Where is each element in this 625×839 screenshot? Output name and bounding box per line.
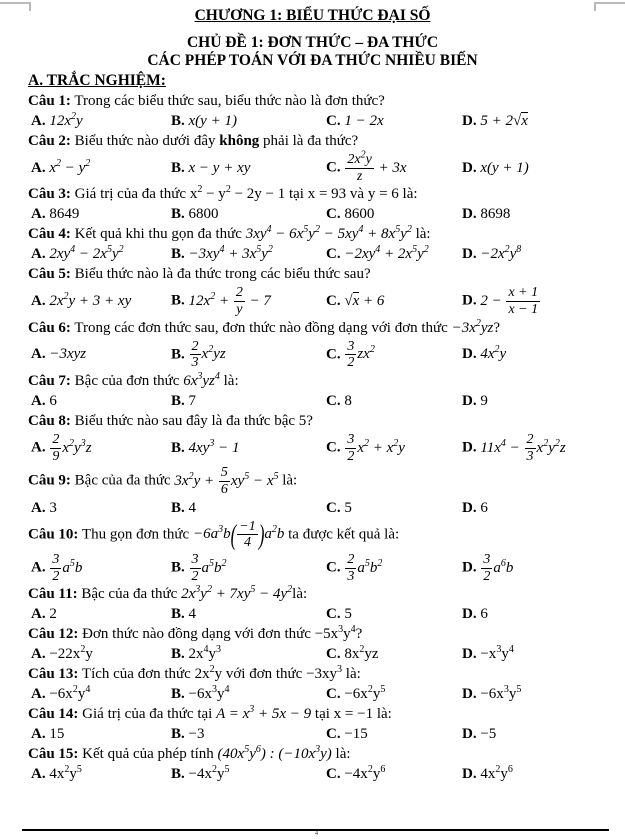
answer-option — [326, 205, 462, 224]
answer-options-row — [28, 432, 625, 464]
option-value: −3 — [188, 726, 205, 743]
chapter-title: CHƯƠNG 1: BIỂU THỨC ĐẠI SỐ — [194, 7, 431, 24]
option-label: A. — [31, 246, 46, 263]
option-value: 5 — [344, 606, 352, 623]
option-value: −5 — [480, 726, 497, 743]
option-label: A. — [31, 159, 46, 176]
option-label: B. — [171, 606, 185, 623]
option-value: $11x^4$ − $\frac{2}{3}$ $x^2y^2z$ — [480, 432, 566, 464]
question-block — [0, 625, 625, 664]
option-label: A. — [31, 766, 46, 783]
option-label: D. — [462, 292, 477, 309]
option-label: D. — [462, 726, 477, 743]
option-label: D. — [462, 159, 477, 176]
answer-option — [326, 645, 462, 664]
option-value: $-2x^2y^8$ — [480, 244, 522, 263]
question-text: Kết quả khi thu gọn đa thức $3xy^4 - 6x^5y^2 - 5xy^4 + 8x^5y^2$ là: — [70, 224, 431, 243]
answer-options-row — [28, 245, 625, 264]
option-label: C. — [326, 293, 341, 310]
option-value: 7 — [188, 393, 197, 410]
option-label: A. — [31, 113, 46, 129]
question-label: Câu 7: — [28, 373, 71, 390]
option-value: 4 — [188, 606, 197, 623]
option-value: √x + 6 — [344, 293, 385, 310]
answer-option — [171, 245, 326, 264]
question-block — [0, 132, 625, 184]
question-line — [28, 625, 625, 644]
question-text: Bậc của đa thức $2x^3y^2 + 7xy^5$ − $4y^2là$: — [77, 584, 308, 603]
option-label: C. — [326, 726, 341, 743]
option-value: $-22x^2y$ — [49, 644, 93, 663]
option-label: C. — [326, 346, 341, 363]
page-margin-mark-right — [594, 2, 625, 11]
questions-list — [0, 92, 625, 784]
option-label: C. — [326, 159, 341, 176]
question-text: Giá trị của đa thức $x^2 - y^2 - 2y - 1$ tại x = 93 và y = 6 là: — [70, 184, 418, 203]
option-label: A. — [31, 646, 46, 663]
question-line — [28, 225, 625, 244]
answer-option — [31, 432, 171, 464]
option-label: C. — [326, 686, 341, 703]
option-label: B. — [171, 159, 185, 176]
answer-option — [326, 432, 462, 464]
answer-option — [171, 339, 326, 371]
option-value: $4x^2y$ — [480, 344, 507, 363]
answer-option — [326, 149, 462, 184]
answer-options-row — [28, 112, 625, 131]
option-label: C. — [326, 606, 341, 623]
option-value: −15 — [344, 726, 368, 743]
option-value: $-3xy^4 + 3x^5y^2$ — [188, 244, 273, 263]
option-value: 2 — [49, 606, 57, 623]
answer-option — [326, 245, 462, 264]
question-label: Câu 9: — [28, 472, 71, 489]
answer-option — [171, 725, 326, 744]
answer-option — [326, 292, 462, 311]
answer-option — [31, 345, 171, 364]
option-label: B. — [171, 439, 185, 456]
option-value: $\frac{3}{2}$ $a^5b^2$ — [191, 552, 227, 584]
answer-option — [171, 499, 326, 518]
option-label: C. — [326, 499, 341, 516]
subtitle: CÁC PHÉP TOÁN VỚI ĐA THỨC NHIỀU BIẾN — [147, 51, 478, 69]
option-label: B. — [171, 292, 185, 309]
question-line — [28, 585, 625, 604]
option-value: $12x^2y$ — [49, 111, 83, 129]
answer-option — [171, 765, 326, 784]
option-value: $-4x^2y^6$ — [344, 764, 386, 783]
option-value: $2x^4y^3$ — [188, 644, 222, 663]
option-label: D. — [462, 439, 477, 456]
question-line — [28, 372, 625, 391]
answer-option — [171, 112, 326, 131]
answer-option — [31, 292, 171, 311]
option-value: $\frac{3}{2}$ $x^2 + x^2y$ — [347, 432, 405, 464]
answer-option — [326, 339, 462, 371]
answer-option — [326, 392, 462, 411]
option-value: $-x^3y^4$ — [480, 644, 514, 663]
option-label: A. — [31, 686, 46, 703]
answer-option — [31, 685, 171, 704]
answer-option — [31, 765, 171, 784]
question-label: Câu 1: — [28, 93, 71, 109]
option-label: B. — [171, 346, 185, 363]
question-block — [0, 225, 625, 264]
question-block — [0, 92, 625, 131]
option-label: C. — [326, 439, 341, 456]
answer-option — [326, 499, 462, 518]
question-line — [28, 412, 625, 431]
question-block — [0, 319, 625, 371]
option-value: 5 + 2√x — [480, 113, 528, 129]
option-value: 5 — [344, 499, 352, 516]
question-block — [0, 585, 625, 624]
question-label: Câu 3: — [28, 186, 71, 203]
option-label: D. — [462, 606, 477, 623]
answer-option — [31, 552, 171, 584]
option-value: $\frac{3}{2}$ $zx^2$ — [347, 338, 375, 371]
question-label: Câu 2: — [28, 133, 71, 149]
answer-option — [171, 159, 326, 178]
answer-options-row — [28, 149, 625, 184]
option-label: C. — [326, 206, 341, 223]
option-value: 8 — [344, 393, 352, 410]
option-value: 6 — [480, 499, 488, 516]
question-text: Đơn thức nào đồng dạng với đơn thức $-5x^3y^4$? — [78, 624, 363, 643]
answer-option — [31, 159, 171, 178]
option-value: $8x^2yz$ — [344, 644, 379, 663]
question-block — [0, 745, 625, 784]
option-label: B. — [171, 766, 185, 783]
question-label: Câu 10: — [28, 526, 79, 543]
option-value: $\frac{2}{9}$ $x^2y^3z$ — [52, 432, 92, 464]
option-value: $2x^2y + 3$ + xy — [49, 291, 132, 310]
option-label: D. — [462, 646, 477, 663]
question-block — [0, 185, 625, 224]
section-heading: A. TRẮC NGHIỆM: — [28, 72, 166, 89]
option-value: $4x^2y^6$ — [480, 764, 513, 783]
option-label: A. — [31, 206, 46, 223]
option-label: A. — [31, 346, 46, 363]
option-label: A. — [31, 439, 46, 456]
footnote-mark: 4 — [315, 831, 318, 837]
option-value: 6 — [480, 606, 488, 623]
answer-option — [326, 112, 462, 131]
option-value: $\frac{2}{3}$ $x^2yz$ — [191, 338, 226, 371]
option-label: B. — [171, 646, 185, 663]
option-value: $-6x^2y^4$ — [49, 684, 91, 703]
answer-options-row — [28, 499, 625, 518]
question-label: Câu 8: — [28, 413, 71, 430]
answer-option — [326, 552, 462, 584]
question-block — [0, 265, 625, 317]
option-value: $4x^2y^5$ — [49, 764, 82, 783]
answer-option — [171, 205, 326, 224]
option-value: $2xy^4 - 2x^5y^2$ — [49, 244, 124, 263]
answer-options-row — [28, 685, 625, 704]
answer-option — [462, 205, 625, 224]
option-label: D. — [462, 686, 477, 703]
option-value: 4 — [188, 499, 197, 516]
answer-options-row — [28, 392, 625, 411]
question-line — [28, 319, 625, 338]
option-value: 8649 — [49, 206, 80, 223]
option-value: $x^2 - y^2$ — [49, 157, 91, 176]
option-label: A. — [31, 499, 46, 516]
question-text: Tích của đơn thức $2x^2y$ với đơn thức $-3xy^3$ là: — [78, 664, 361, 683]
question-text: Bậc của đơn thức $6x^3yz^4$ là: — [70, 371, 239, 390]
answer-option — [462, 725, 625, 744]
question-text: Trong các đơn thức sau, đơn thức nào đồng dạng với đơn thức $-3x^2yz$? — [70, 317, 501, 336]
option-label: B. — [171, 559, 185, 576]
answer-options-row — [28, 605, 625, 624]
option-value: x(y + 1) — [480, 159, 529, 176]
answer-option — [171, 439, 326, 458]
answer-option — [462, 605, 625, 624]
option-value: $\frac{3}{2}$ $a^6b$ — [483, 552, 514, 584]
option-label: C. — [326, 246, 341, 263]
question-text: Bậc của đa thức $3x^2y$ + $\frac{5}{6}$ $xy^5 - x^5$ là: — [70, 465, 298, 498]
option-label: B. — [171, 246, 185, 263]
option-label: C. — [326, 559, 341, 576]
option-label: D. — [462, 499, 477, 516]
question-text: Biểu thức nào là đa thức trong các biểu thức sau? — [70, 266, 371, 283]
answer-option — [326, 605, 462, 624]
option-value: 8600 — [344, 206, 375, 223]
answer-option — [462, 765, 625, 784]
option-value: $-6x^3y^5$ — [480, 684, 522, 703]
question-text: Giá trị của đa thức tại $A = x^3 + 5x - 9$ tại x = −1 là: — [78, 704, 392, 723]
option-value: $12x^2$ + $\frac{2}{y}$ − 7 — [188, 285, 271, 318]
question-block — [0, 665, 625, 704]
question-block — [0, 412, 625, 464]
answer-option — [462, 245, 625, 264]
option-label: C. — [326, 766, 341, 783]
option-label: D. — [462, 113, 477, 129]
option-value: 1 − 2x — [344, 113, 384, 129]
option-label: D. — [462, 346, 477, 363]
answer-options-row — [28, 552, 625, 584]
answer-option — [31, 112, 171, 131]
option-label: B. — [171, 499, 185, 516]
option-value: x − y + xy — [188, 159, 251, 176]
option-label: B. — [171, 726, 185, 743]
option-label: A. — [31, 393, 46, 410]
option-value: $\frac{3}{2}$ $a^5b$ — [52, 552, 83, 584]
option-label: A. — [31, 606, 46, 623]
question-label: Câu 6: — [28, 319, 71, 336]
option-label: D. — [462, 246, 477, 263]
option-label: A. — [31, 559, 46, 576]
answer-options-row — [28, 339, 625, 371]
option-label: A. — [31, 293, 46, 310]
option-value: 3 — [49, 499, 57, 516]
answer-option — [326, 765, 462, 784]
option-label: C. — [326, 646, 341, 663]
question-line — [28, 745, 625, 764]
option-value: $\frac{2}{3}$ $a^5b^2$ — [347, 552, 383, 584]
option-value: $-2xy^4 + 2x^5y^2$ — [344, 244, 429, 263]
answer-option — [462, 499, 625, 518]
answer-option — [31, 392, 171, 411]
question-block — [0, 465, 625, 517]
option-value: $-6x^2y^5$ — [344, 684, 386, 703]
question-line — [28, 665, 625, 684]
answer-option — [171, 392, 326, 411]
answer-option — [171, 645, 326, 664]
option-label: B. — [171, 686, 185, 703]
option-label: B. — [171, 113, 185, 129]
answer-options-row — [28, 205, 625, 224]
answer-option — [171, 605, 326, 624]
question-line — [28, 265, 625, 284]
option-label: D. — [462, 206, 477, 223]
question-line — [28, 185, 625, 204]
answer-option — [326, 685, 462, 704]
answer-option — [462, 159, 625, 178]
answer-option — [171, 285, 326, 317]
option-value: x(y + 1) — [188, 113, 237, 129]
option-value: −3xyz — [49, 346, 87, 363]
option-value: 8698 — [480, 206, 511, 223]
question-label: Câu 15: — [28, 746, 79, 763]
question-line — [28, 132, 625, 151]
question-line — [28, 705, 625, 724]
answer-options-row — [28, 285, 625, 317]
option-value: $\frac{2x^2y}{z}$ + 3x — [347, 149, 407, 184]
option-value: 9 — [480, 393, 488, 410]
answer-option — [462, 685, 625, 704]
answer-option — [462, 345, 625, 364]
question-label: Câu 5: — [28, 266, 71, 283]
question-label: Câu 4: — [28, 226, 71, 243]
answer-option — [462, 392, 625, 411]
option-value: 15 — [49, 726, 65, 743]
question-text: Biểu thức nào dưới đây không phải là đa thức? — [70, 133, 359, 149]
question-label: Câu 13: — [28, 666, 79, 683]
option-label: C. — [326, 113, 341, 129]
option-label: A. — [31, 726, 46, 743]
question-block — [0, 705, 625, 744]
option-label: B. — [171, 393, 185, 410]
option-value: 2 − $\frac{x + 1}{x - 1}$ — [480, 285, 539, 318]
question-text: Biểu thức nào sau đây là đa thức bậc 5? — [70, 413, 313, 430]
answer-option — [462, 112, 625, 131]
answer-option — [171, 685, 326, 704]
question-label: Câu 14: — [28, 706, 79, 723]
question-line — [28, 92, 625, 111]
answer-options-row — [28, 765, 625, 784]
answer-option — [31, 245, 171, 264]
question-text: Kết quả của phép tính $(40x^5y^6)$ : $(-10x^3y)$ là: — [78, 744, 351, 763]
answer-option — [31, 725, 171, 744]
answer-option — [462, 285, 625, 317]
question-label: Câu 11: — [28, 586, 78, 603]
option-value: $-4x^2y^5$ — [188, 764, 230, 783]
answer-option — [462, 432, 625, 464]
option-label: D. — [462, 393, 477, 410]
answer-option — [171, 552, 326, 584]
option-value: $-6x^3y^4$ — [188, 684, 230, 703]
question-block — [0, 372, 625, 411]
answer-option — [31, 205, 171, 224]
option-value: 6800 — [188, 206, 219, 223]
option-value: 6 — [49, 393, 57, 410]
answer-option — [31, 605, 171, 624]
answer-option — [462, 645, 625, 664]
answer-option — [326, 725, 462, 744]
question-block — [0, 519, 625, 585]
option-label: C. — [326, 393, 341, 410]
answer-options-row — [28, 725, 625, 744]
option-value: $4xy^3 - 1$ — [188, 437, 240, 456]
answer-option — [31, 645, 171, 664]
question-text: Thu gọn đơn thức $-6a^3b$( $\frac{-1}{4}$ )$a^2b$ ta được kết quả là: — [78, 518, 400, 552]
topic-title: CHỦ ĐỀ 1: ĐƠN THỨC – ĐA THỨC — [186, 34, 439, 51]
question-line — [28, 519, 625, 551]
option-label: D. — [462, 559, 477, 576]
option-label: B. — [171, 206, 185, 223]
option-label: D. — [462, 766, 477, 783]
answer-option — [31, 499, 171, 518]
question-line — [28, 465, 625, 497]
page-margin-mark-left — [0, 2, 31, 11]
question-label: Câu 12: — [28, 626, 79, 643]
answer-options-row — [28, 645, 625, 664]
question-text: Trong các biểu thức sau, biểu thức nào là đơn thức? — [70, 93, 385, 109]
answer-option — [462, 552, 625, 584]
